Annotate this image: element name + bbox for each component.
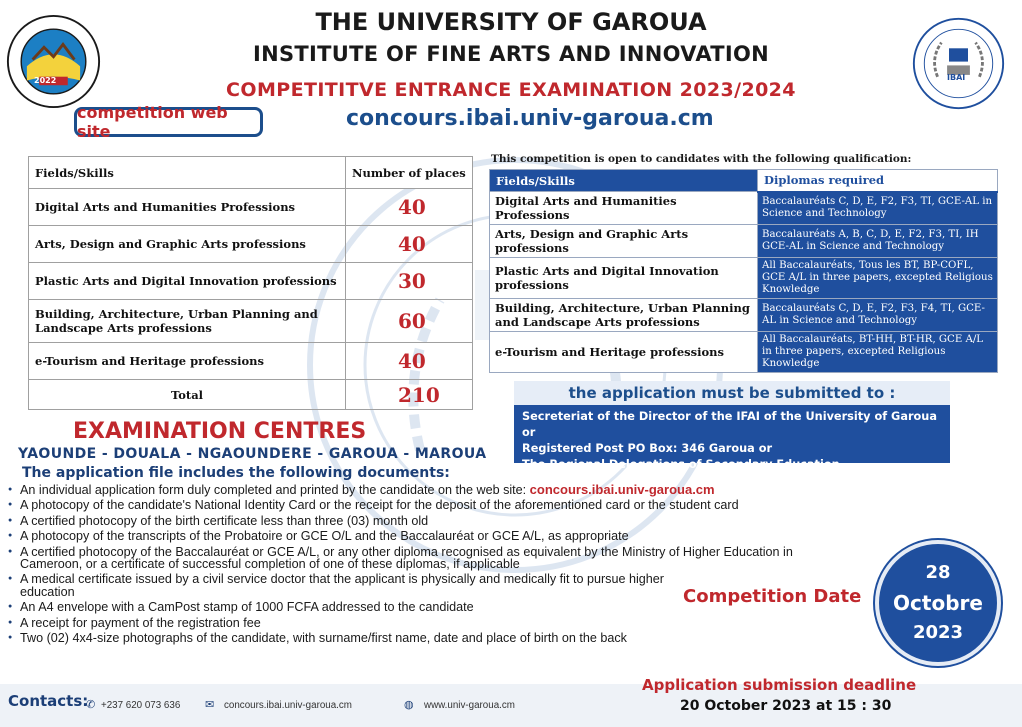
table-row <box>490 258 998 299</box>
field-name: Arts, Design and Graphic Arts professions <box>29 226 346 263</box>
table-header-row <box>29 157 473 189</box>
table-header-row <box>490 170 998 192</box>
exam-centres-cities: YAOUNDE - DOUALA - NGAOUNDERE - GAROUA - MAROUA <box>18 446 487 462</box>
field-name: Plastic Arts and Digital Innovation professions <box>29 263 346 300</box>
contact-phone: +237 620 073 636 <box>101 700 181 711</box>
exam-centres-title: EXAMINATION CENTRES <box>73 419 367 444</box>
competition-website-badge: competition web site <box>74 107 263 137</box>
competition-date-label: Competition Date <box>683 586 862 607</box>
list-item <box>8 484 868 496</box>
places-table <box>28 156 473 410</box>
exam-title: COMPETITITVE ENTRANCE EXAMINATION 2023/2024 <box>226 79 796 101</box>
list-item: ● Two (02) 4x4-size photographs of the candidate, with surname/first name, date and place of birth on the back <box>8 632 868 644</box>
deadline-date: 20 October 2023 at 15 : 30 <box>680 698 892 714</box>
field-name: Digital Arts and Humanities Professions <box>490 192 758 225</box>
field-name: Plastic Arts and Digital Innovation professions <box>490 258 758 299</box>
submission-line: Registered Post PO Box: 346 Garoua or <box>522 442 773 455</box>
qualification-intro: This competition is open to candidates with the following qualification: <box>491 153 912 165</box>
list-item: ● A photocopy of the transcripts of the Probatoire or GCE O/L and the Baccalauréat or GCE A/L, as appropriate <box>8 530 868 542</box>
table-row <box>490 225 998 258</box>
contact-website[interactable]: www.univ-garoua.cm <box>424 700 515 711</box>
field-name: Building, Architecture, Urban Planning and Landscape Arts professions <box>490 299 758 332</box>
table-row <box>490 299 998 332</box>
places-count: 40 <box>346 226 473 263</box>
header-diplomas: Diplomas required <box>758 170 998 192</box>
competition-date-badge <box>875 540 1001 666</box>
competition-website-url[interactable]: concours.ibai.univ-garoua.cm <box>346 106 714 131</box>
submission-title: the application must be submitted to : <box>514 381 950 405</box>
date-day: 28 <box>925 562 951 583</box>
field-name: Digital Arts and Humanities Professions <box>29 189 346 226</box>
documents-list <box>8 484 868 647</box>
table-row <box>29 263 473 300</box>
field-name: Building, Architecture, Urban Planning and Landscape Arts professions <box>29 300 346 343</box>
right-logo-text: IBAI <box>947 73 966 82</box>
deadline-label: Application submission deadline <box>642 676 917 694</box>
email-icon: ✉ <box>205 699 215 711</box>
contact-email[interactable]: concours.ibai.univ-garoua.cm <box>224 700 352 711</box>
table-row <box>490 192 998 225</box>
list-item: ● A medical certificate issued by a civil service doctor that the applicant is physically and medically fit to pursue higher education <box>8 573 678 598</box>
table-row <box>29 300 473 343</box>
diplomas-required: All Baccalauréats, BT-HH, BT-HR, GCE A/L in three papers, excepted Religious Knowledge <box>758 332 998 373</box>
logo-year: 2022 <box>34 76 57 85</box>
submission-line: Secreteriat of the Director of the IFAI of the University of Garoua or <box>522 410 937 439</box>
places-count: 40 <box>346 189 473 226</box>
list-item: ● A certified photocopy of the birth certificate less than three (03) month old <box>8 515 868 527</box>
contacts-label: Contacts: <box>8 692 89 710</box>
list-item: ● A photocopy of the candidate's National Identity Card or the receipt for the deposit of the aforementioned card or the student card <box>8 499 868 511</box>
places-count: 30 <box>346 263 473 300</box>
date-year: 2023 <box>912 622 964 643</box>
university-title: THE UNIVERSITY OF GAROUA <box>315 8 707 36</box>
header-places: Number of places <box>346 157 473 189</box>
total-value: 210 <box>346 380 473 410</box>
total-label: Total <box>29 380 346 410</box>
document-text: An individual application form duly completed and printed by the candidate on the web site: <box>20 483 530 497</box>
documents-title: The application file includes the following documents: <box>22 465 450 481</box>
diplomas-required: Baccalauréats A, B, C, D, E, F2, F3, TI, IH GCE-AL in Science and Technology <box>758 225 998 258</box>
list-item: ● A certified photocopy of the Baccalauréat or GCE A/L, or any other diploma recognised as equivalent by the Ministry of Higher Education in Cameroon, or a certificate of successful completion of one of these diplomas, if applicable <box>8 546 808 571</box>
table-row <box>29 189 473 226</box>
table-row <box>29 342 473 379</box>
header-fields: Fields/Skills <box>490 170 758 192</box>
institute-title: INSTITUTE OF FINE ARTS AND INNOVATION <box>252 42 770 66</box>
total-row <box>29 380 473 410</box>
diplomas-required: All Baccalauréats, Tous les BT, BP-COFL, GCE A/L in three papers, excepted Religious Knowledge <box>758 258 998 299</box>
application-url-link[interactable]: concours.ibai.univ-garoua.cm <box>529 482 715 497</box>
field-name: Arts, Design and Graphic Arts professions <box>490 225 758 258</box>
table-row <box>29 226 473 263</box>
field-name: e-Tourism and Heritage professions <box>490 332 758 373</box>
places-count: 40 <box>346 342 473 379</box>
globe-icon: ◍ <box>404 699 414 711</box>
diplomas-required: Baccalauréats C, D, E, F2, F3, F4, TI, GCE-AL in Science and Technology <box>758 299 998 332</box>
diplomas-required: Baccalauréats C, D, E, F2, F3, TI, GCE-AL in Science and Technology <box>758 192 998 225</box>
list-item: ● An A4 envelope with a CamPost stamp of 1000 FCFA addressed to the candidate <box>8 601 868 613</box>
qualification-table <box>489 169 998 373</box>
header-fields: Fields/Skills <box>29 157 346 189</box>
date-month: Octobre <box>893 591 983 615</box>
submission-line: The Regional Delegations of Secondary Education. <box>522 458 844 471</box>
list-item: ● A receipt for payment of the registration fee <box>8 617 868 629</box>
places-count: 60 <box>346 300 473 343</box>
table-row <box>490 332 998 373</box>
field-name: e-Tourism and Heritage professions <box>29 342 346 379</box>
submission-box <box>514 405 950 471</box>
phone-icon: ✆ <box>86 699 96 711</box>
